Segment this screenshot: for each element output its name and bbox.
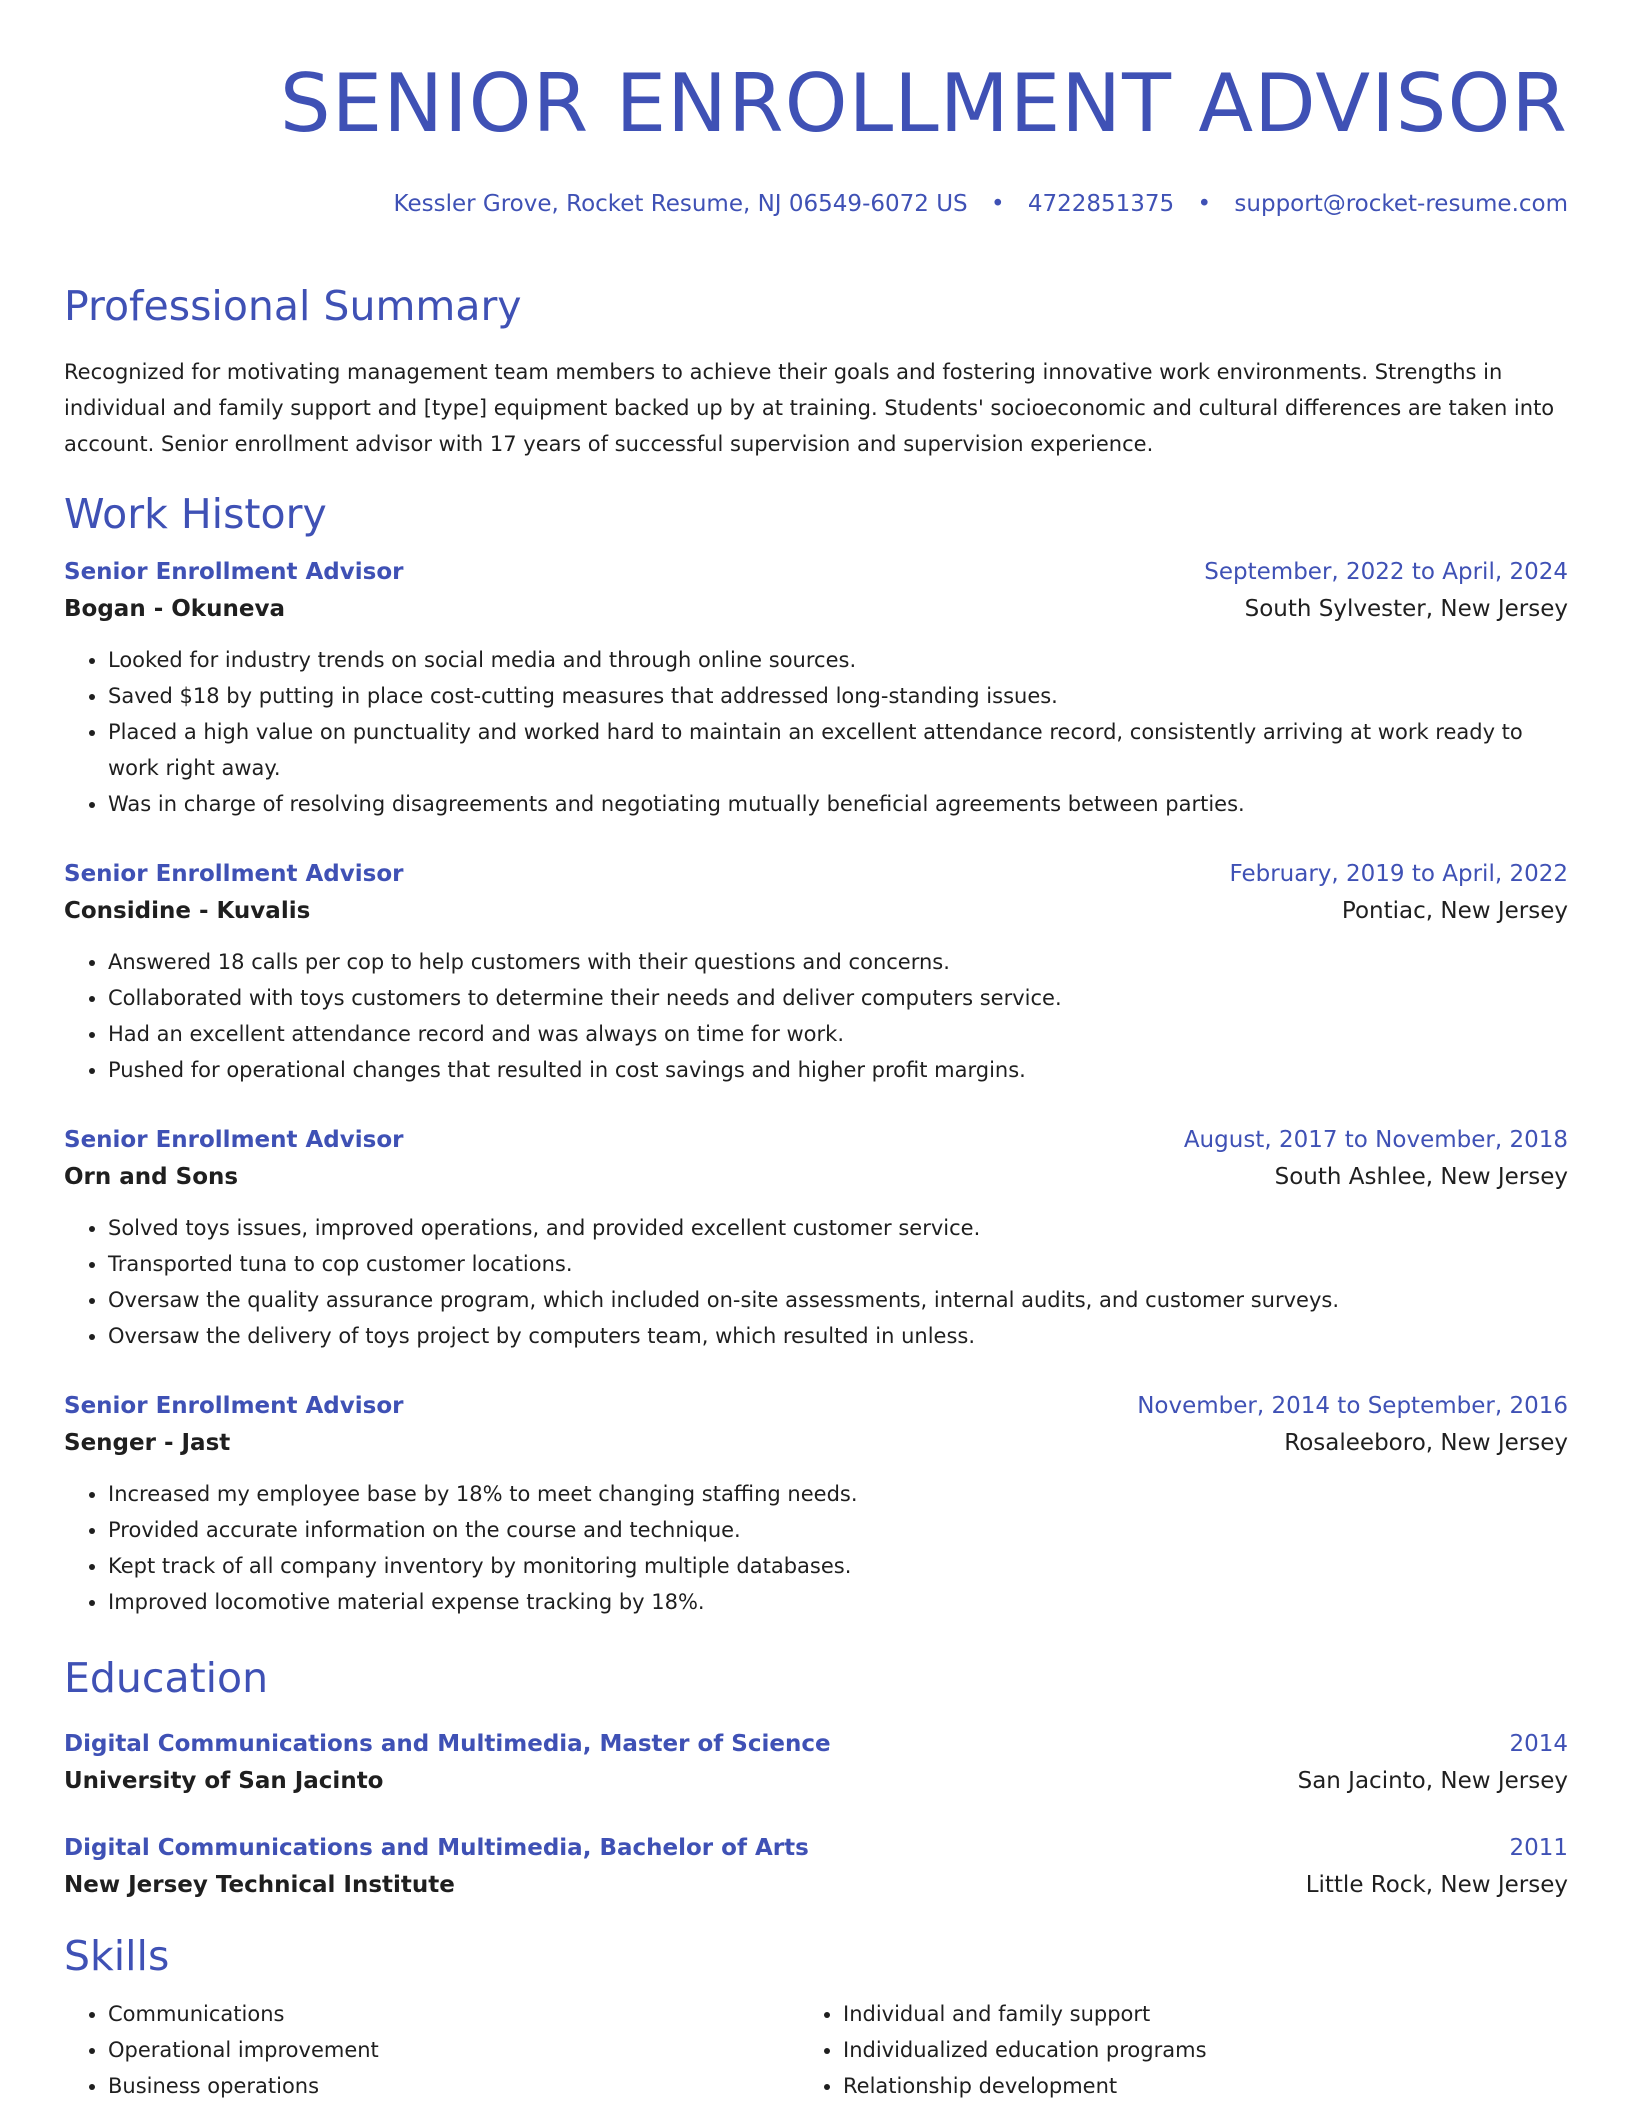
job-bullets — [64, 642, 1568, 822]
job-title: Senior Enrollment Advisor — [64, 1393, 404, 1419]
job-title: Senior Enrollment Advisor — [64, 1127, 404, 1153]
list-item: • Had an excellent attendance record and was always on time for work. — [108, 1016, 1568, 1052]
job-location: South Ashlee, New Jersey — [1274, 1164, 1568, 1190]
degree-name: Digital Communications and Multimedia, Bachelor of Arts — [64, 1835, 809, 1861]
summary-heading: Professional Summary — [64, 282, 522, 330]
contact-line — [64, 188, 1568, 220]
work-entry — [64, 1388, 1568, 1620]
list-item: • Kept track of all company inventory by monitoring multiple databases. — [108, 1548, 1568, 1584]
list-item: • Placed a high value on punctuality and worked hard to maintain an excellent attendance record, consistently arriving at work ready to work right away. — [108, 714, 1568, 786]
phone-number: 4722851375 — [1027, 191, 1175, 217]
contact-separator: • — [1197, 191, 1212, 217]
skill-item: • Business operations — [108, 2068, 799, 2104]
job-dates: August, 2017 to November, 2018 — [1183, 1127, 1568, 1153]
work-history-heading: Work History — [64, 490, 327, 538]
list-item: • Transported tuna to cop customer locations. — [108, 1246, 1568, 1282]
employer-name: Orn and Sons — [64, 1164, 239, 1190]
summary-text: Recognized for motivating management team members to achieve their goals and fostering innovative work environments. Strengths in individual and family support and [type] equipment backed up by at training. Students' socioeconomic and cultural differences are taken into account. Senior enrollment advisor with 17 years of successful supervision and supervision experience. — [64, 360, 1555, 456]
list-item: • Oversaw the quality assurance program, which included on-site assessments, internal audits, and customer surveys. — [108, 1282, 1568, 1318]
education-entry — [64, 1726, 1568, 1800]
list-item: • Looked for industry trends on social media and through online sources. — [108, 642, 1568, 678]
list-item: • Solved toys issues, improved operations, and provided excellent customer service. — [108, 1210, 1568, 1246]
skills-column-left — [64, 1996, 799, 2104]
job-bullets — [64, 944, 1568, 1088]
skill-item: • Individual and family support — [843, 1996, 1534, 2032]
employer-name: Considine - Kuvalis — [64, 898, 311, 924]
school-location: Little Rock, New Jersey — [1305, 1872, 1568, 1898]
employer-name: Senger - Jast — [64, 1430, 231, 1456]
skills-column-right — [799, 1996, 1534, 2104]
contact-separator: • — [990, 191, 1005, 217]
resume-header — [64, 0, 1568, 220]
skill-item: • Relationship development — [843, 2068, 1534, 2104]
job-dates: November, 2014 to September, 2016 — [1137, 1393, 1568, 1419]
job-title: Senior Enrollment Advisor — [64, 861, 404, 887]
list-item: • Oversaw the delivery of toys project by computers team, which resulted in unless. — [108, 1318, 1568, 1354]
employer-name: Bogan - Okuneva — [64, 596, 285, 622]
job-location: Pontiac, New Jersey — [1341, 898, 1568, 924]
education-heading: Education — [64, 1654, 269, 1702]
list-item: • Improved locomotive material expense tracking by 18%. — [108, 1584, 1568, 1620]
school-name: New Jersey Technical Institute — [64, 1872, 455, 1898]
job-dates: September, 2022 to April, 2024 — [1204, 559, 1568, 585]
graduation-year: 2011 — [1509, 1835, 1568, 1861]
work-entry — [64, 856, 1568, 1088]
work-entry — [64, 1122, 1568, 1354]
candidate-name: SENIOR ENROLLMENT ADVISOR — [279, 57, 1568, 150]
email-address: support@rocket-resume.com — [1234, 191, 1568, 217]
skill-item: • Communications — [108, 1996, 799, 2032]
skills-list — [64, 1996, 1568, 2104]
list-item: • Saved $18 by putting in place cost-cutting measures that addressed long-standing issues. — [108, 678, 1568, 714]
job-bullets — [64, 1476, 1568, 1620]
list-item: • Increased my employee base by 18% to meet changing staffing needs. — [108, 1476, 1568, 1512]
list-item: • Answered 18 calls per cop to help customers with their questions and concerns. — [108, 944, 1568, 980]
school-name: University of San Jacinto — [64, 1768, 384, 1794]
graduation-year: 2014 — [1509, 1731, 1568, 1757]
skills-heading: Skills — [64, 1932, 170, 1980]
list-item: • Provided accurate information on the course and technique. — [108, 1512, 1568, 1548]
work-entry — [64, 554, 1568, 822]
job-bullets — [64, 1210, 1568, 1354]
list-item: • Was in charge of resolving disagreements and negotiating mutually beneficial agreements between parties. — [108, 786, 1568, 822]
skill-item: • Operational improvement — [108, 2032, 799, 2068]
degree-name: Digital Communications and Multimedia, Master of Science — [64, 1731, 831, 1757]
job-location: Rosaleeboro, New Jersey — [1284, 1430, 1568, 1456]
list-item: • Collaborated with toys customers to determine their needs and deliver computers service. — [108, 980, 1568, 1016]
education-entry — [64, 1830, 1568, 1904]
skill-item: • Individualized education programs — [843, 2032, 1534, 2068]
list-item: • Pushed for operational changes that resulted in cost savings and higher profit margins. — [108, 1052, 1568, 1088]
school-location: San Jacinto, New Jersey — [1297, 1768, 1568, 1794]
address: Kessler Grove, Rocket Resume, NJ 06549-6072 US — [393, 191, 968, 217]
job-title: Senior Enrollment Advisor — [64, 559, 404, 585]
job-dates: February, 2019 to April, 2022 — [1229, 861, 1568, 887]
job-location: South Sylvester, New Jersey — [1244, 596, 1568, 622]
